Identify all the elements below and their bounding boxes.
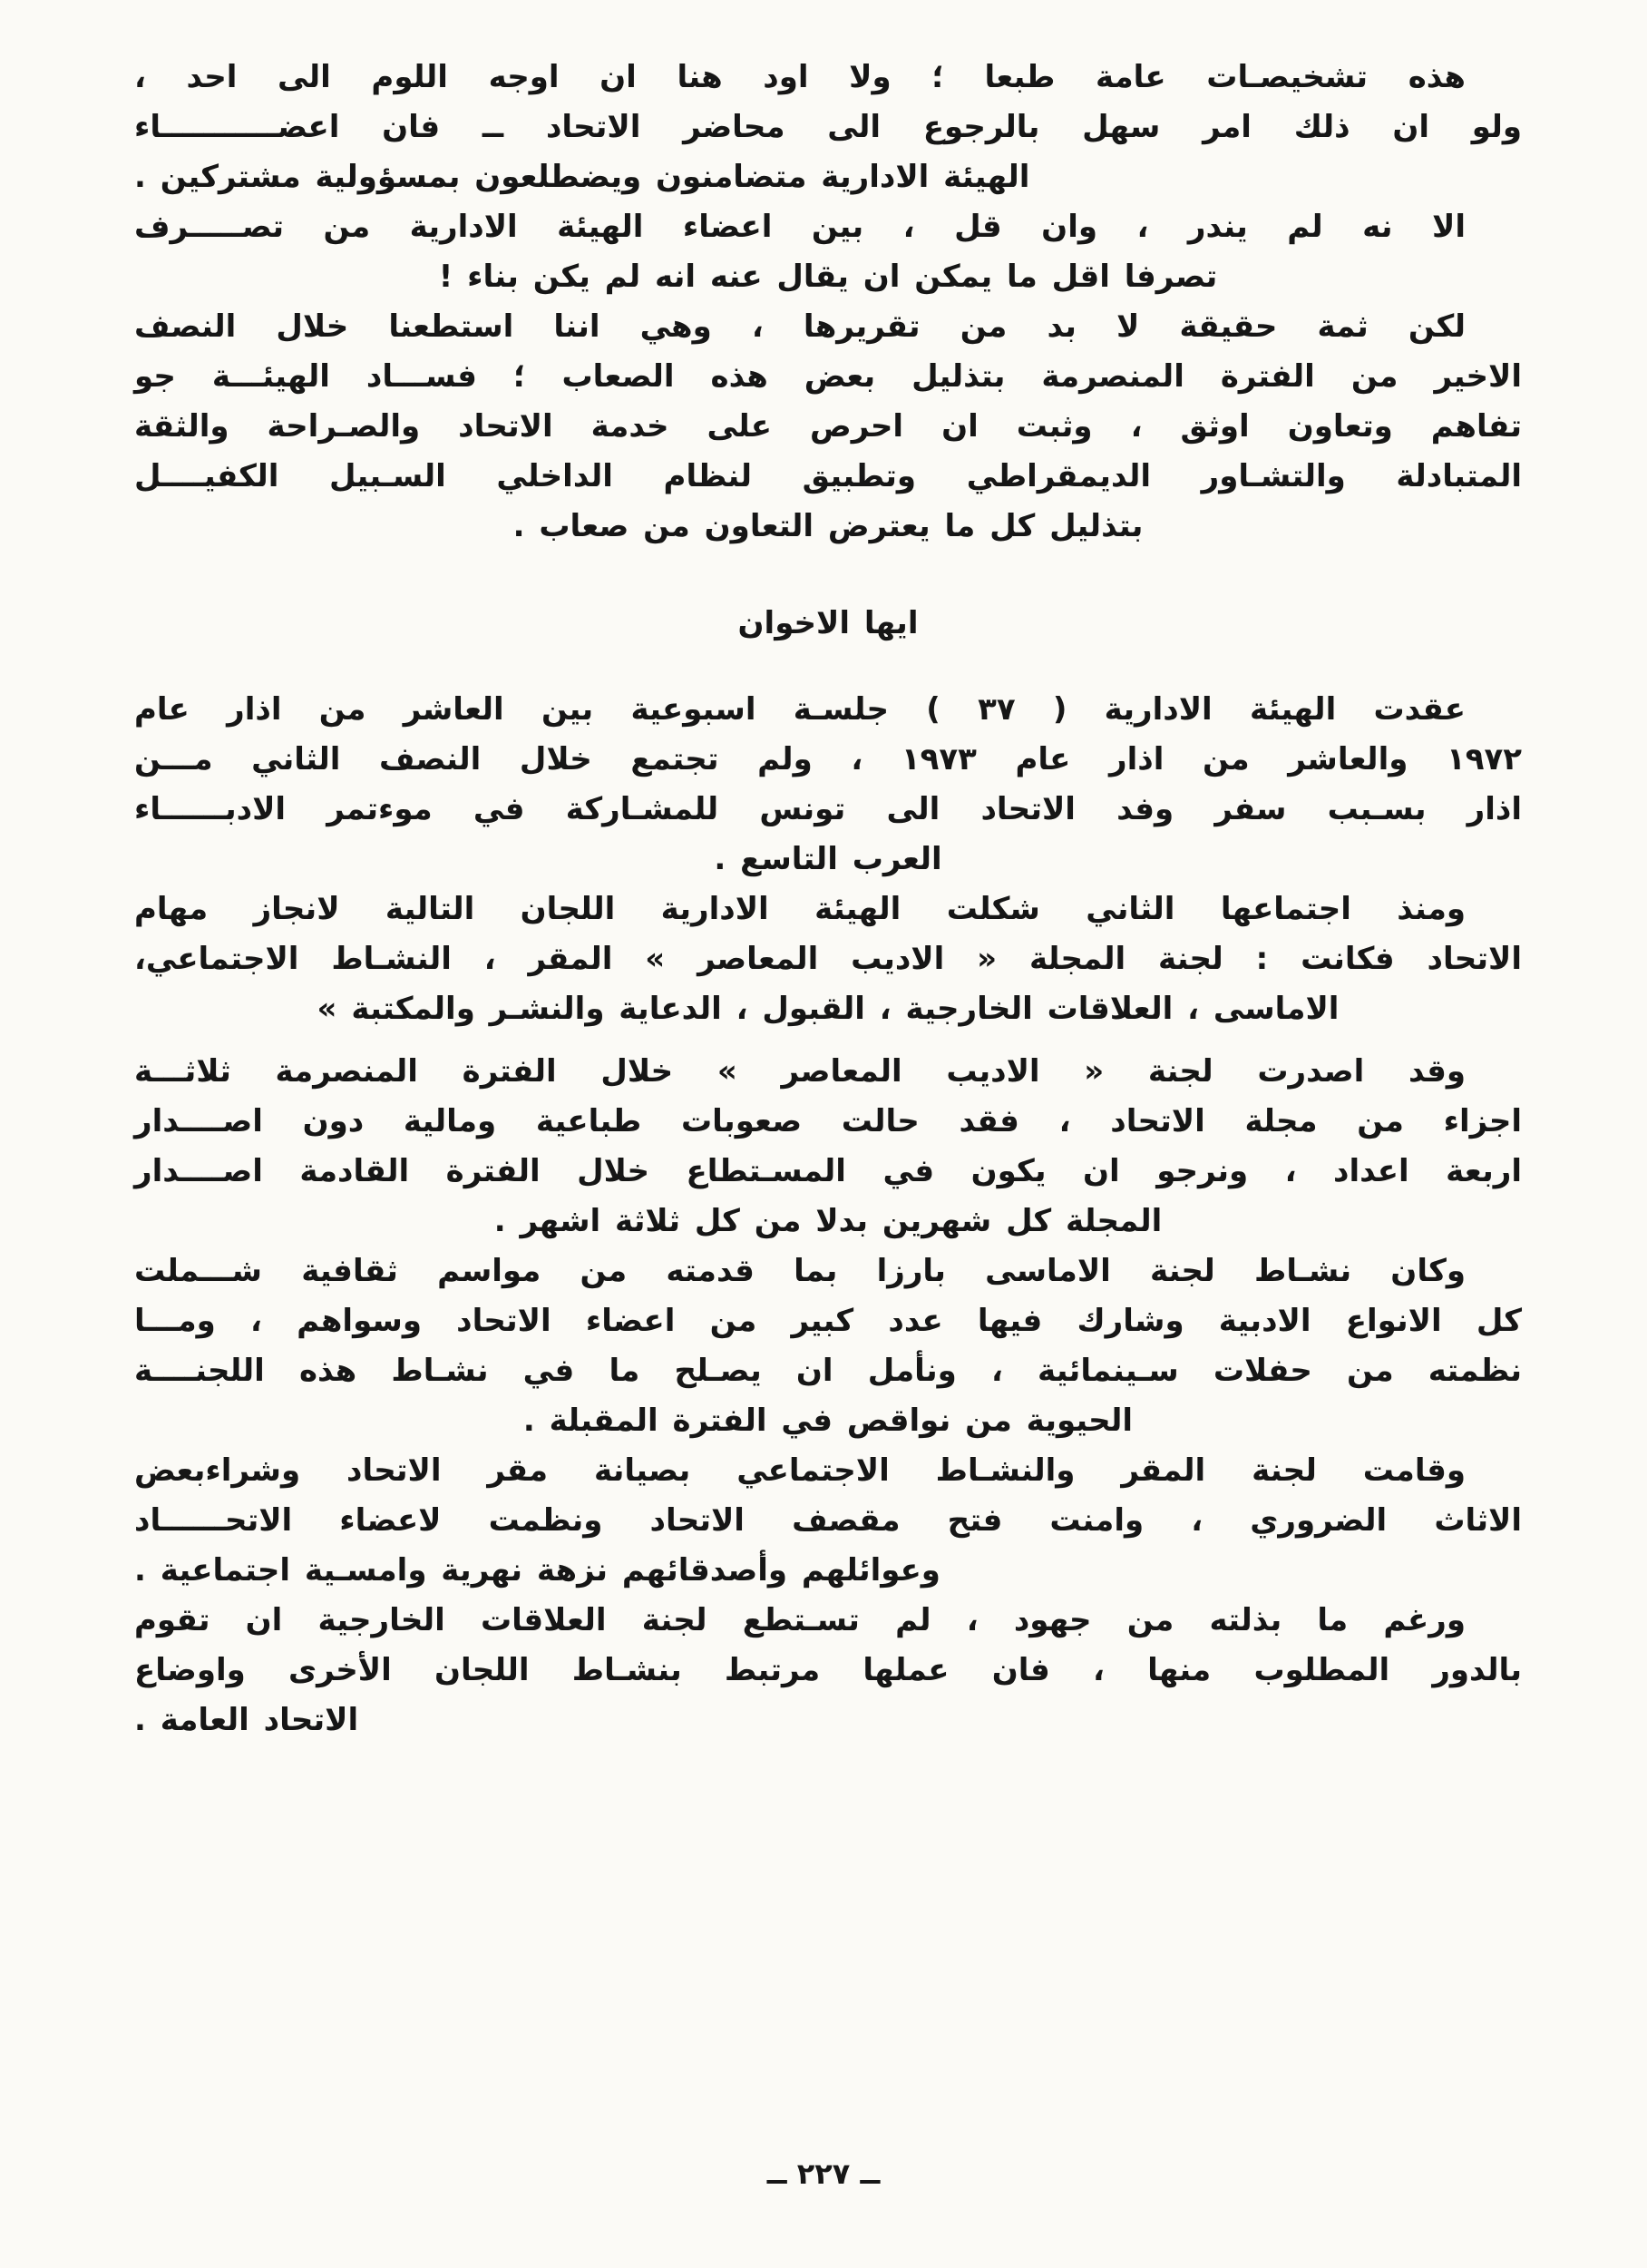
text-line: ١٩٧٢ والعاشر من اذار عام ١٩٧٣ ، ولم تجتمع خلال النصف الثاني مـــن	[134, 741, 1522, 777]
paragraph	[134, 1047, 1522, 1246]
text-line: ورغم ما بذلته من جهود ، لم تسـتطع لجنة العلاقات الخارجية ان تقوم	[134, 1602, 1466, 1638]
text-line: لكن ثمة حقيقة لا بد من تقريرها ، وهي اننا استطعنا خلال النصف	[134, 308, 1466, 345]
paragraph	[134, 685, 1522, 885]
text-line: ومنذ اجتماعها الثاني شكلت الهيئة الادارية اللجان التالية لانجاز مهام	[134, 891, 1466, 927]
paragraph	[134, 53, 1522, 202]
text-line: عقدت الهيئة الادارية ( ٣٧ ) جلسـة اسبوعية بين العاشر من اذار عام	[134, 691, 1466, 728]
text-line: المجلة كل شهرين بدلا من كل ثلاثة اشهر .	[493, 1203, 1163, 1239]
paragraph	[134, 302, 1522, 552]
text-line: ولو ان ذلك امر سهل بالرجوع الى محاضر الاتحاد ــ فان اعضـــــــــــاء	[134, 109, 1522, 145]
text-line: وقد اصدرت لجنة « الاديب المعاصر » خلال الفترة المنصرمة ثلاثـــة	[134, 1053, 1466, 1090]
text-line: الحيوية من نواقص في الفترة المقبلة .	[522, 1403, 1134, 1439]
text-line: وعوائلهم وأصدقائهم نزهة نهرية وامسـية اجتماعية .	[134, 1552, 940, 1589]
text-line: نظمته من حفلات سـينمائية ، ونأمل ان يصـلح ما في نشـاط هذه اللجنــــة	[134, 1353, 1522, 1389]
text-line: اربعة اعداد ، ونرجو ان يكون في المسـتطاع خلال الفترة القادمة اصــــدار	[134, 1153, 1522, 1189]
text-line: بتذليل كل ما يعترض التعاون من صعاب .	[512, 508, 1144, 544]
text-line: بالدور المطلوب منها ، فان عملها مرتبط بنشـاط اللجان الأخرى واوضاع	[134, 1652, 1522, 1688]
text-line: المتبادلة والتشـاور الديمقراطي وتطبيق لنظام الداخلي السـبيل الكفيــــل	[134, 458, 1522, 494]
paragraph	[134, 1246, 1522, 1446]
section-heading: ايها الاخوان	[737, 605, 919, 641]
text-line: الاماسى ، العلاقات الخارجية ، القبول ، الدعاية والنشـر والمكتبة »	[317, 991, 1340, 1027]
text-line: الاخير من الفترة المنصرمة بتذليل بعض هذه الصعاب ؛ فســـاد الهيئـــة جو	[134, 358, 1522, 395]
text-line: تصرفا اقل ما يمكن ان يقال عنه انه لم يكن بناء !	[438, 259, 1218, 295]
text-line: الاثاث الضروري ، وامنت فتح مقصف الاتحاد ونظمت لاعضاء الاتحــــــاد	[134, 1502, 1522, 1539]
text-line: الا نه لم يندر ، وان قل ، بين اعضاء الهيئة الادارية من تصـــــرف	[134, 209, 1466, 245]
paragraph	[134, 1446, 1522, 1596]
text-line: الاتحاد فكانت : لجنة المجلة « الاديب المعاصر » المقر ، النشـاط الاجتماعي،	[134, 941, 1522, 977]
paragraph	[134, 202, 1522, 302]
text-line: وكان نشـاط لجنة الاماسى بارزا بما قدمته من مواسم ثقافية شـــملت	[134, 1253, 1466, 1289]
text-line: اذار بسـبب سفر وفد الاتحاد الى تونس للمشـاركة في موءتمر الادبــــــاء	[134, 791, 1522, 827]
text-line: الاتحاد العامة .	[134, 1702, 359, 1738]
paragraph	[134, 1596, 1522, 1745]
text-line: العرب التاسع .	[714, 841, 942, 877]
paragraph	[134, 885, 1522, 1034]
text-line: هذه تشخيصـات عامة طبعا ؛ ولا اود هنا ان اوجه اللوم الى احد ،	[134, 59, 1466, 95]
page-number: ــ ٢٢٧ ــ	[766, 2156, 881, 2191]
text-line: تفاهم وتعاون اوثق ، وثبت ان احرص على خدمة الاتحاد والصـراحة والثقة	[134, 408, 1522, 445]
text-column	[134, 53, 1522, 1745]
text-line: وقامت لجنة المقر والنشـاط الاجتماعي بصيانة مقر الاتحاد وشراءبعض	[134, 1452, 1466, 1489]
text-line: كل الانواع الادبية وشارك فيها عدد كبير من اعضاء الاتحاد وسواهم ، ومـــا	[134, 1303, 1522, 1339]
text-line: الهيئة الادارية متضامنون ويضطلعون بمسؤولية مشتركين .	[134, 159, 1030, 195]
text-line: اجزاء من مجلة الاتحاد ، فقد حالت صعوبات طباعية ومالية دون اصــــدار	[134, 1103, 1522, 1139]
